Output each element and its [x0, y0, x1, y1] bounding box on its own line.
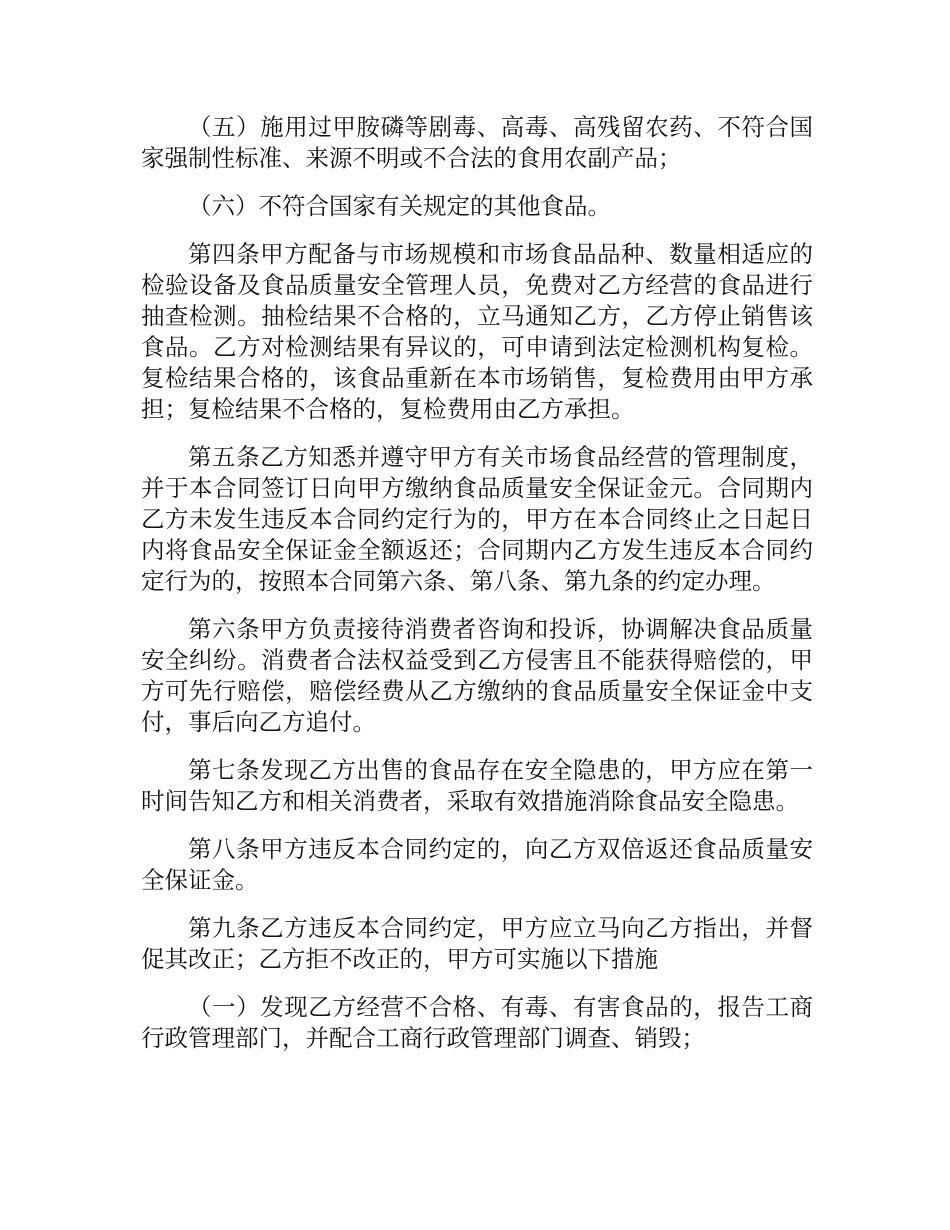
paragraph-item-1: （一）发现乙方经营不合格、有毒、有害食品的，报告工商行政管理部门，并配合工商行政管理部门调查、销毁；	[141, 993, 813, 1052]
paragraph-item-6: （六）不符合国家有关规定的其他食品。	[188, 192, 611, 220]
article-6: 第六条甲方负责接待消费者咨询和投诉，协调解决食品质量安全纠纷。消费者合法权益受到乙方侵害且不能获得赔偿的，甲方可先行赔偿，赔偿经费从乙方缴纳的食品质量安全保证金中支付，事后向乙方追付。	[141, 615, 813, 736]
paragraph-item-5: （五）施用过甲胺磷等剧毒、高毒、高残留农药、不符合国家强制性标准、来源不明或不合法的食用农副产品；	[141, 113, 813, 172]
article-5: 第五条乙方知悉并遵守甲方有关市场食品经营的管理制度，并于本合同签订日向甲方缴纳食品质量安全保证金元。合同期内乙方未发生违反本合同约定行为的，甲方在本合同终止之日起日内将食品安全保证金全额返还；合同期内乙方发生违反本合同约定行为的，按照本合同第六条、第八条、第九条的约定办理。	[141, 443, 813, 595]
article-9: 第九条乙方违反本合同约定，甲方应立马向乙方指出，并督促其改正；乙方拒不改正的，甲方可实施以下措施	[141, 914, 813, 973]
article-4: 第四条甲方配备与市场规模和市场食品品种、数量相适应的检验设备及食品质量安全管理人员，免费对乙方经营的食品进行抽查检测。抽检结果不合格的，立马通知乙方，乙方停止销售该食品。乙方对检测结果有异议的，可申请到法定检测机构复检。复检结果合格的，该食品重新在本市场销售，复检费用由甲方承担；复检结果不合格的，复检费用由乙方承担。	[141, 240, 813, 423]
article-7: 第七条发现乙方出售的食品存在安全隐患的，甲方应在第一时间告知乙方和相关消费者，采取有效措施消除食品安全隐患。	[141, 756, 813, 815]
document-body	[141, 112, 813, 1071]
article-8: 第八条甲方违反本合同约定的，向乙方双倍返还食品质量安全保证金。	[141, 835, 813, 894]
